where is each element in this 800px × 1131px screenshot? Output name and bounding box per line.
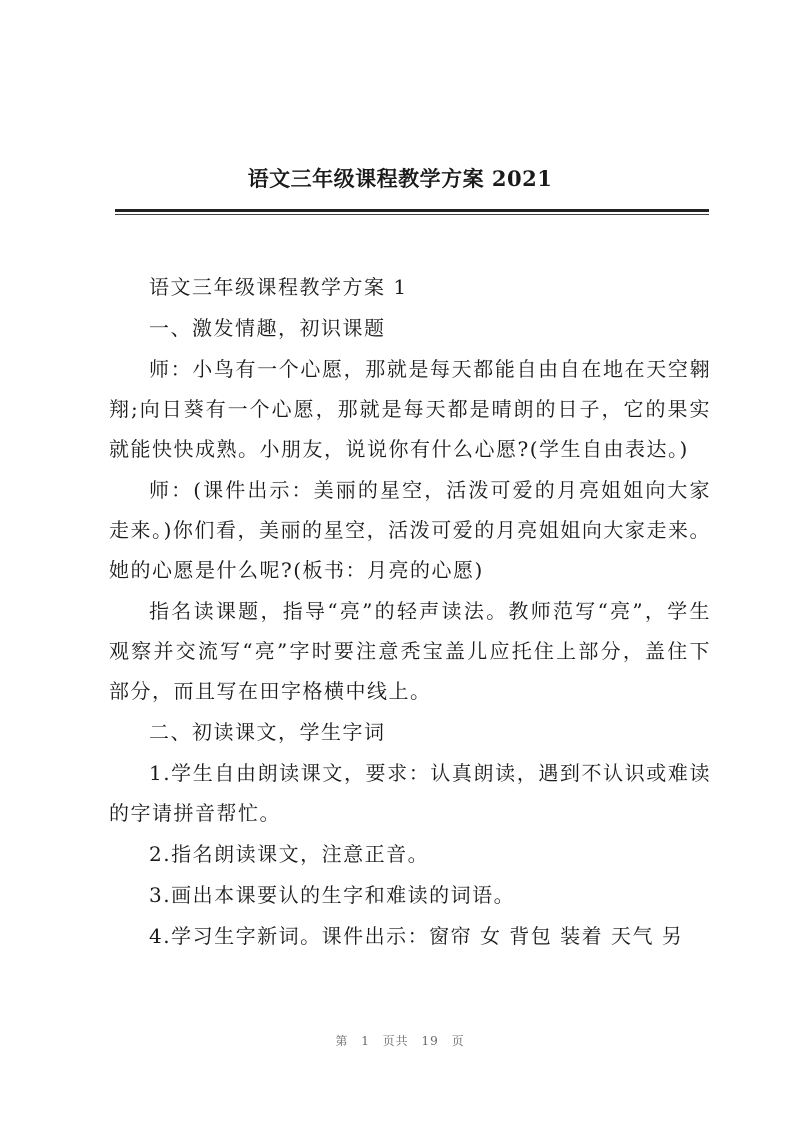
list-item: 3.画出本课要认的生字和难读的词语。 <box>149 883 516 907</box>
section-heading: 语文三年级课程教学方案 1 <box>149 275 408 299</box>
body-paragraph: 师：小鸟有一个心愿，那就是每天都能自由自在地在天空翱翔;向日葵有一个心愿，那就是每天都是晴朗的日子，它的果实就能快快成熟。小朋友，说说你有什么心愿?(学生自由表达。) <box>109 357 711 461</box>
list-item: 1.学生自由朗读课文，要求：认真朗读，遇到不认识或难读的字请拼音帮忙。 <box>109 761 711 825</box>
subsection-heading: 一、激发情趣，初识课题 <box>149 316 386 340</box>
title-divider-thin <box>115 214 709 215</box>
document-body <box>109 267 711 957</box>
body-paragraph: 指名读课题，指导“亮”的轻声读法。教师范写“亮”，学生观察并交流写“亮”字时要注意秃宝盖儿应托住上部分，盖住下部分，而且写在田字格横中线上。 <box>109 599 711 703</box>
document-title: 语文三年级课程教学方案 2021 <box>247 166 553 191</box>
list-item: 4.学习生字新词。课件出示：窗帘 女 背包 装着 天气 另 <box>149 924 684 948</box>
list-item: 2.指名朗读课文，注意正音。 <box>149 842 430 866</box>
page-number-footer: 第 1 页共 19 页 <box>335 1034 465 1048</box>
subsection-heading: 二、初读课文，学生字词 <box>149 720 386 744</box>
body-paragraph: 师：(课件出示：美丽的星空，活泼可爱的月亮姐姐向大家走来。)你们看，美丽的星空，活泼可爱的月亮姐姐向大家走来。她的心愿是什么呢?(板书：月亮的心愿) <box>109 478 711 582</box>
title-divider-thick <box>115 209 709 212</box>
